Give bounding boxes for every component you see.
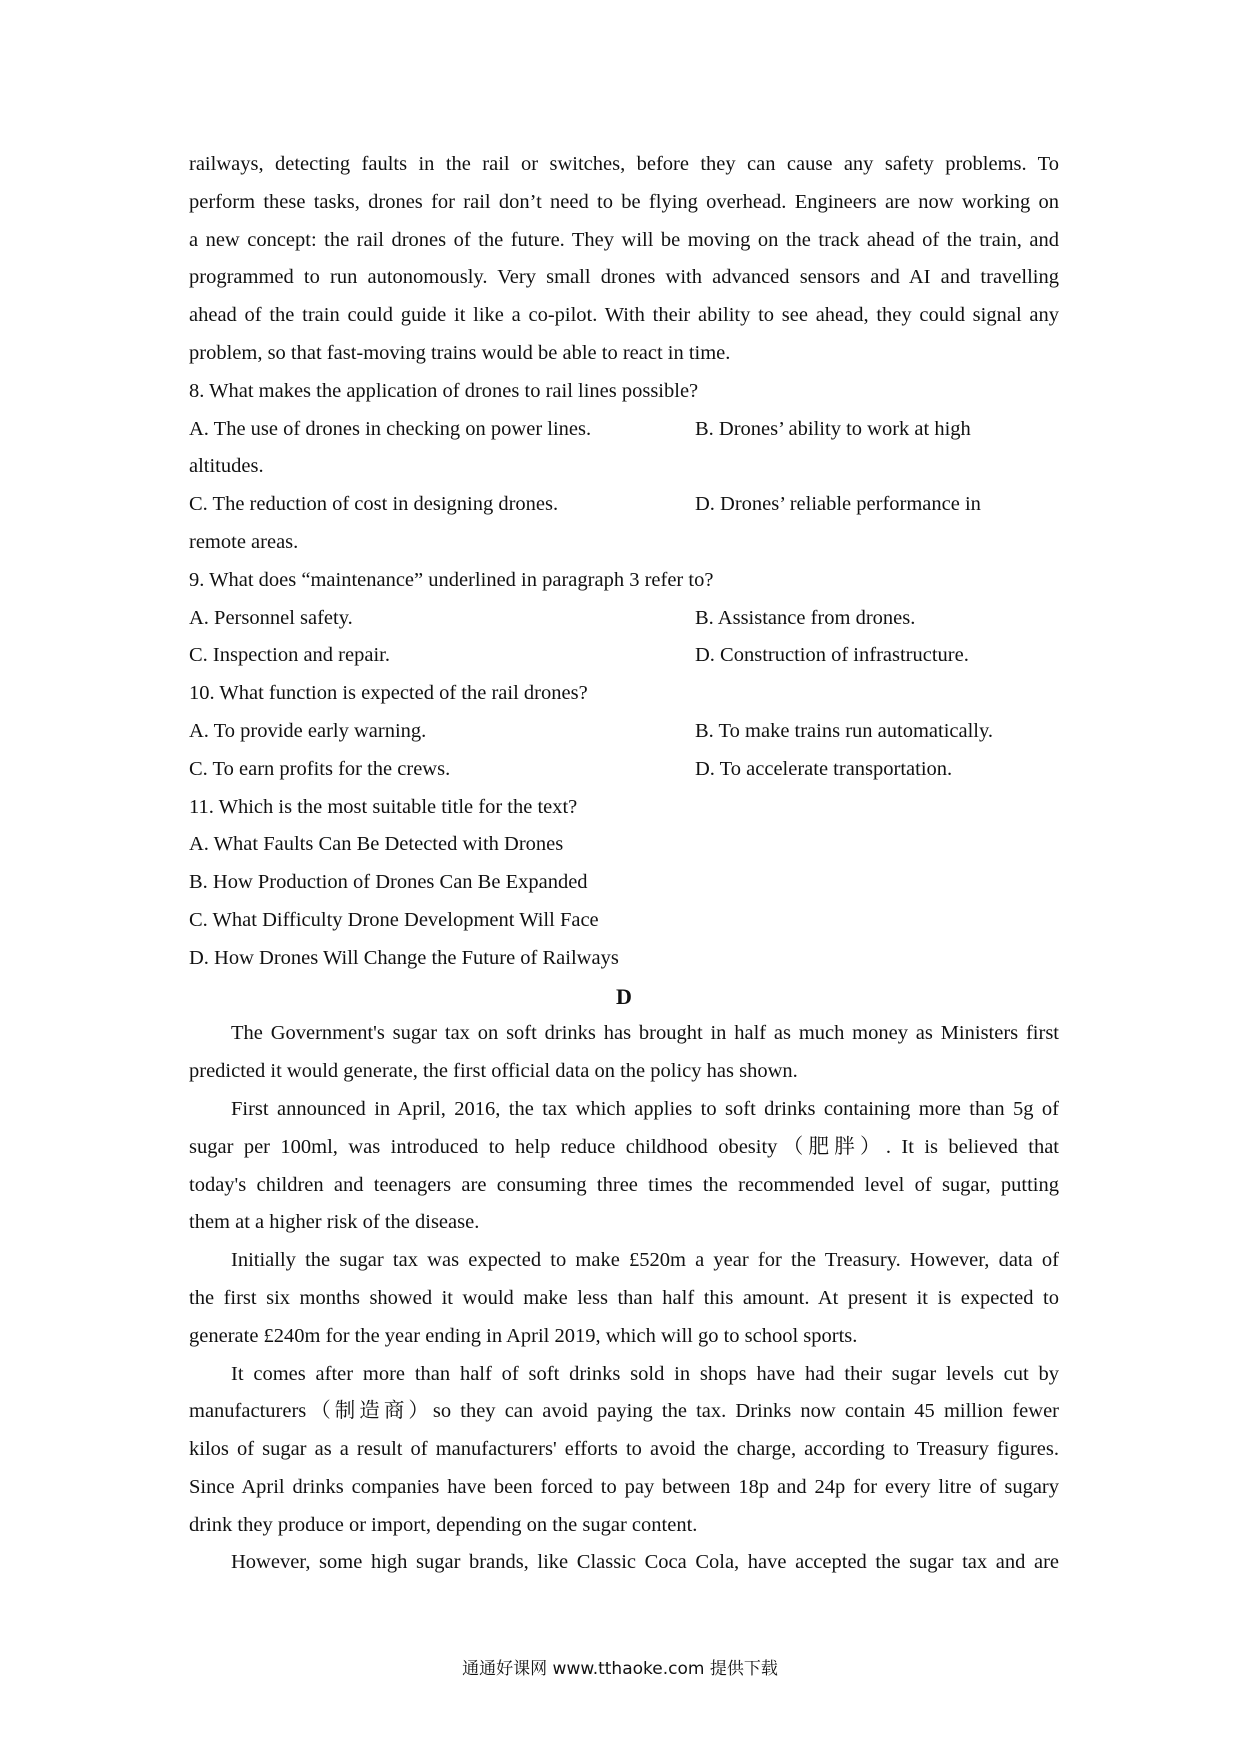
passage-d-paragraph-1	[189, 1015, 1059, 1091]
passage-d-paragraph-4	[189, 1356, 1059, 1545]
option-c: C. What Difficulty Drone Development Will Face	[189, 908, 599, 931]
option-a: A. To provide early warning.	[189, 719, 427, 742]
question-11	[189, 789, 1059, 978]
option-a: A. The use of drones in checking on power lines.	[189, 417, 592, 440]
text-line: programmed to run autonomously. Very small drones with advanced sensors and AI and travelling	[189, 266, 1059, 289]
question-8	[189, 373, 1059, 562]
text-line: railways, detecting faults in the rail or switches, before they can cause any safety problems. To	[189, 153, 1059, 175]
text-line: predicted it would generate, the first official data on the policy has shown.	[189, 1060, 798, 1083]
option-row	[189, 751, 1059, 789]
option-row	[189, 600, 1059, 638]
passage-c-paragraph	[189, 146, 1059, 373]
option-b: B. Assistance from drones.	[695, 606, 916, 629]
text-line: today's children and teenagers are consuming three times the recommended level of sugar, putting	[189, 1173, 1059, 1196]
text-line: Initially the sugar tax was expected to make £520m a year for the Treasury. However, data of	[231, 1249, 1059, 1272]
option-row	[189, 637, 1059, 675]
section-heading: D	[616, 983, 632, 1009]
option-a: A. Personnel safety.	[189, 606, 353, 629]
option-d: D. How Drones Will Change the Future of Railways	[189, 946, 619, 969]
option-b-continued: altitudes.	[189, 455, 264, 478]
text-line: the first six months showed it would make less than half this amount. At present it is expected to	[189, 1286, 1059, 1309]
text-line: Since April drinks companies have been forced to pay between 18p and 24p for every litre of sugary	[189, 1475, 1059, 1498]
passage-d-paragraph-5	[189, 1544, 1059, 1582]
text-line: First announced in April, 2016, the tax which applies to soft drinks containing more than 5g of	[231, 1097, 1059, 1120]
option-row	[189, 713, 1059, 751]
question-stem: 10. What function is expected of the rail drones?	[189, 682, 588, 705]
text-line: generate £240m for the year ending in April 2019, which will go to school sports.	[189, 1324, 858, 1347]
text-line: sugar per 100ml, was introduced to help reduce childhood obesity（肥胖）. It is believed that	[189, 1135, 1059, 1158]
text-line: problem, so that fast-moving trains would be able to react in time.	[189, 341, 731, 364]
question-stem: 9. What does “maintenance” underlined in paragraph 3 refer to?	[189, 568, 714, 591]
passage-d-paragraph-3	[189, 1242, 1059, 1355]
text-line: However, some high sugar brands, like Classic Coca Cola, have accepted the sugar tax and are	[231, 1551, 1059, 1574]
text-line: perform these tasks, drones for rail don’t need to be flying overhead. Engineers are now working on	[189, 190, 1059, 213]
option-d: D. Construction of infrastructure.	[695, 644, 969, 667]
option-row	[189, 411, 1059, 449]
option-a: A. What Faults Can Be Detected with Drones	[189, 833, 564, 856]
option-d: D. Drones’ reliable performance in	[695, 493, 981, 516]
text-line: ahead of the train could guide it like a co-pilot. With their ability to see ahead, they could signal any	[189, 304, 1059, 327]
option-d-continued: remote areas.	[189, 530, 299, 553]
text-line: It comes after more than half of soft drinks sold in shops have had their sugar levels cut by	[231, 1362, 1059, 1385]
page-footer: 通通好课网 www.tthaoke.com 提供下载	[462, 1659, 778, 1679]
question-10	[189, 675, 1059, 788]
option-c: C. To earn profits for the crews.	[189, 757, 451, 780]
option-c: C. Inspection and repair.	[189, 644, 390, 667]
text-line: a new concept: the rail drones of the future. They will be moving on the track ahead of the train, and	[189, 228, 1059, 251]
text-line: manufacturers（制造商）so they can avoid paying the tax. Drinks now contain 45 million fewer	[189, 1400, 1059, 1423]
text-line: drink they produce or import, depending on the sugar content.	[189, 1513, 698, 1536]
text-line: them at a higher risk of the disease.	[189, 1211, 480, 1234]
option-row	[189, 486, 1059, 524]
question-9	[189, 562, 1059, 675]
option-b: B. To make trains run automatically.	[695, 719, 994, 742]
question-stem: 11. Which is the most suitable title for the text?	[189, 795, 578, 818]
option-c: C. The reduction of cost in designing drones.	[189, 493, 559, 516]
text-line: kilos of sugar as a result of manufacturers' efforts to avoid the charge, according to Treasury figures.	[189, 1438, 1059, 1461]
text-line: The Government's sugar tax on soft drinks has brought in half as much money as Ministers first	[231, 1022, 1059, 1045]
page-content	[189, 146, 1059, 1582]
option-b: B. Drones’ ability to work at high	[695, 417, 971, 440]
option-b: B. How Production of Drones Can Be Expanded	[189, 871, 588, 894]
question-stem: 8. What makes the application of drones to rail lines possible?	[189, 379, 699, 402]
passage-d-paragraph-2	[189, 1091, 1059, 1242]
option-d: D. To accelerate transportation.	[695, 757, 953, 780]
